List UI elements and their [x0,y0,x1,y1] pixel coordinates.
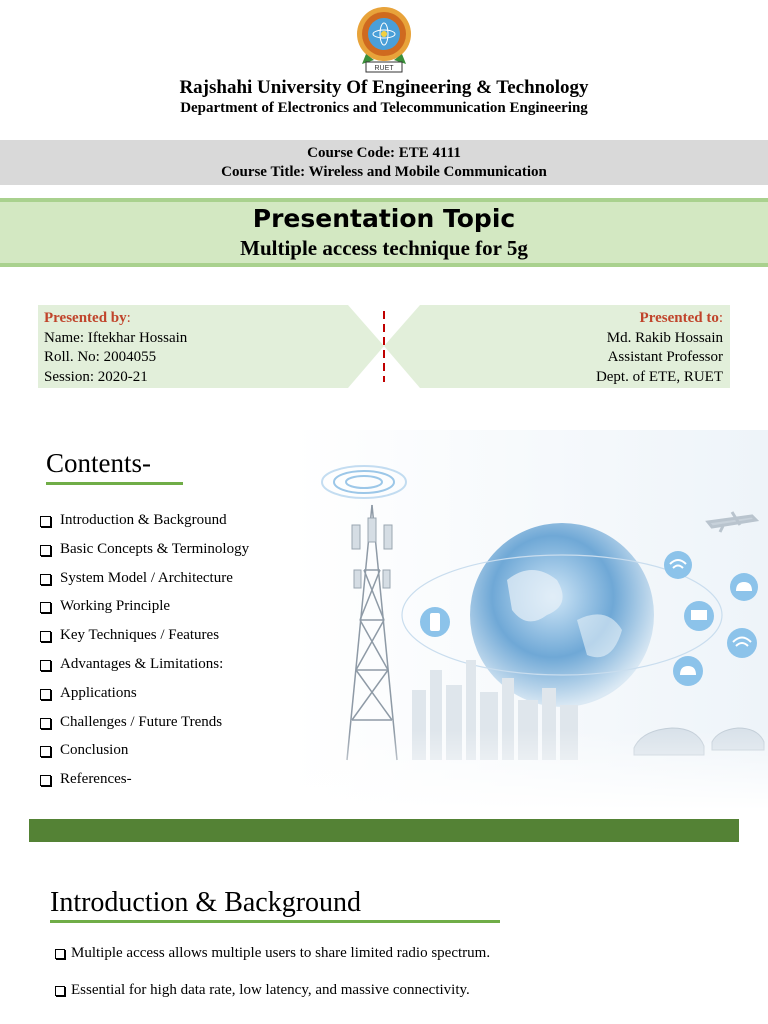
checkbox-bullet-icon [40,516,51,527]
ruet-logo [352,4,416,76]
phone-icon [420,607,450,637]
presented-to-heading: Presented to [639,310,719,326]
checkbox-bullet-icon [40,746,51,757]
contents-list [40,512,249,800]
presented-by-heading: Presented by [44,310,127,326]
checkbox-bullet-icon [40,660,51,671]
wifi-icon [664,551,692,579]
intro-underline [50,920,500,923]
checkbox-bullet-icon [40,574,51,585]
checkbox-bullet-icon [40,631,51,642]
course-code: Course Code: ETE 4111 [307,145,461,161]
list-item: References- [40,771,249,800]
topic-label: Presentation Topic [252,204,516,233]
intro-list [55,945,490,1019]
university-name: Rajshahi University Of Engineering & Technology [179,77,589,98]
list-item: Multiple access allows multiple users to share limited radio spectrum. [55,945,490,982]
logo-text: RUET [374,65,394,72]
checkbox-bullet-icon [40,689,51,700]
list-item: Advantages & Limitations: [40,656,249,685]
contents-underline [46,482,183,485]
list-item: Working Principle [40,598,249,627]
course-title: Course Title: Wireless and Mobile Communication [221,164,547,180]
checkbox-bullet-icon [55,949,65,959]
supervisor-name: Md. Rakib Hossain [606,329,723,346]
supervisor-designation: Assistant Professor [607,349,723,365]
list-item: Challenges / Future Trends [40,714,249,743]
presenter-session: Session: 2020-21 [44,368,148,385]
intro-title: Introduction & Background [50,887,362,918]
presented-to-block: Presented to: Md. Rakib Hossain Assistant Professor Dept. of ETE, RUET [596,309,723,387]
list-item: Applications [40,685,249,714]
list-item: System Model / Architecture [40,570,249,599]
globe [470,523,654,707]
supervisor-dept: Dept. of ETE, RUET [595,368,723,385]
presenter-roll: Roll. No: 2004055 [44,349,157,365]
checkbox-bullet-icon [40,602,51,613]
wifi-icon [727,628,757,658]
5g-tower-globe-illustration [292,430,768,810]
checkbox-bullet-icon [40,718,51,729]
list-item: Basic Concepts & Terminology [40,541,249,570]
topic-title: Multiple access technique for 5g [240,236,528,260]
presenter-name: Name: Iftekhar Hossain [44,329,188,346]
presented-by-block: Presented by: Name: Iftekhar Hossain Roll. No: 2004055 Session: 2020-21 [44,309,187,387]
cloud-icon [673,656,703,686]
list-item: Key Techniques / Features [40,627,249,656]
checkbox-bullet-icon [40,545,51,556]
cloud-icon [730,573,758,601]
list-item: Essential for high data rate, low latency, and massive connectivity. [55,982,490,1019]
laptop-icon [684,601,714,631]
checkbox-bullet-icon [55,986,65,996]
department-name: Department of Electronics and Telecommunication Engineering [180,100,588,116]
contents-title: Contents- [46,448,151,478]
section-divider-bar [29,819,739,842]
checkbox-bullet-icon [40,775,51,786]
list-item: Conclusion [40,742,249,771]
list-item: Introduction & Background [40,512,249,541]
